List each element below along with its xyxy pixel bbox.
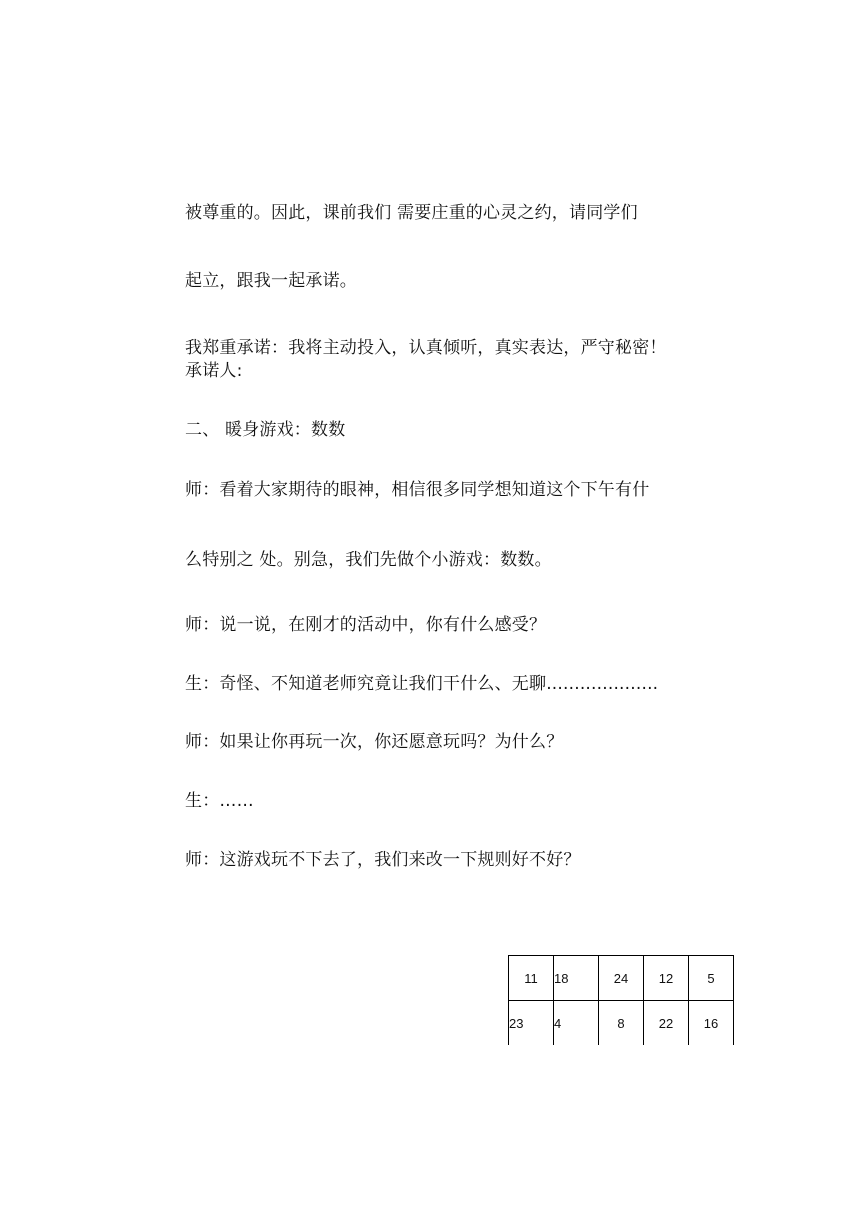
- paragraph-stand-up: 起立，跟我一起承诺。: [185, 271, 357, 291]
- section-heading-warmup: 二、 暖身游戏：数数: [185, 420, 346, 440]
- table-cell: 23: [509, 1001, 554, 1046]
- table-cell: 4: [554, 1001, 599, 1046]
- table-row: [509, 956, 734, 1001]
- paragraph-student-2: 生：……: [185, 791, 254, 811]
- paragraph-respect: 被尊重的。因此，课前我们 需要庄重的心灵之约，请同学们: [185, 203, 638, 223]
- table-cell: 12: [644, 956, 689, 1001]
- table-row: [509, 1001, 734, 1046]
- paragraph-teacher-4: 师：这游戏玩不下去了，我们来改一下规则好不好？: [185, 850, 581, 870]
- paragraph-promiser: 承诺人:: [185, 361, 243, 381]
- table-cell: 16: [689, 1001, 734, 1046]
- table-cell: 5: [689, 956, 734, 1001]
- paragraph-teacher-1-cont: 么特别之 处。别急，我们先做个小游戏：数数。: [185, 550, 552, 570]
- table-cell: 22: [644, 1001, 689, 1046]
- table-cell: 18: [554, 956, 599, 1001]
- number-grid-table: [508, 955, 734, 1045]
- paragraph-promise: 我郑重承诺：我将主动投入，认真倾听，真实表达，严守秘密！: [185, 338, 667, 358]
- paragraph-student-1: 生：奇怪、不知道老师究竟让我们干什么、无聊....................: [185, 674, 659, 694]
- table-cell: 24: [599, 956, 644, 1001]
- paragraph-teacher-3: 师：如果让你再玩一次，你还愿意玩吗？为什么？: [185, 732, 564, 752]
- paragraph-teacher-1: 师：看着大家期待的眼神，相信很多同学想知道这个下午有什: [185, 480, 650, 500]
- table-cell: 8: [599, 1001, 644, 1046]
- paragraph-teacher-2: 师：说一说，在刚才的活动中，你有什么感受？: [185, 615, 547, 635]
- table-cell: 11: [509, 956, 554, 1001]
